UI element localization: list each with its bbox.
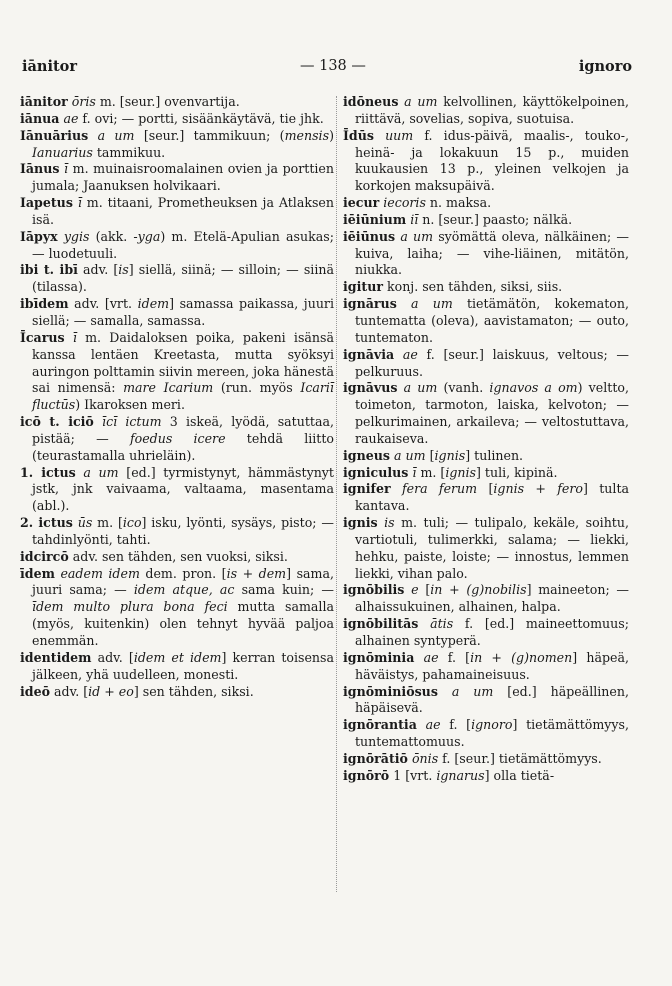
entry-headword: idcircō: [20, 548, 69, 564]
entry-headword: ignōbilitās: [343, 616, 419, 632]
entry-definition: konj. sen tähden, siksi, siis.: [382, 279, 563, 295]
entry-definition: m. muinaisroomalainen ovien ja porttien jumala; Jaanuksen holvikaari.: [32, 161, 334, 194]
entry-latin-form: ī: [72, 329, 77, 345]
entry-latin-form: idem atque, ac: [133, 582, 235, 598]
entry-definition: [391, 481, 402, 496]
entry-definition: ] olla tietä-: [484, 767, 555, 783]
entry-definition: [65, 330, 73, 345]
entry-definition: [418, 616, 430, 631]
dictionary-entry: [20, 229, 334, 263]
dictionary-entry: [343, 347, 629, 381]
dictionary-entry: [343, 229, 629, 280]
dictionary-entry: [20, 296, 334, 330]
entry-headword: Iāpyx: [20, 228, 58, 244]
entry-definition: [94, 414, 102, 429]
entry-definition: adv. [: [91, 649, 134, 665]
entry-latin-form: a um: [404, 94, 438, 109]
entry-latin-form: eadem idem: [60, 565, 140, 581]
entry-definition: ] siellä, siinä; — silloin; — siinä (tilassa).: [32, 262, 334, 295]
entry-headword: 2. ictus: [20, 515, 73, 531]
entry-definition: ] tulta kantava.: [355, 481, 630, 514]
entry-latin-form: a um: [394, 447, 426, 463]
entry-latin-form: Icariī fluctūs: [32, 380, 334, 413]
dictionary-entry: [343, 296, 629, 347]
entry-headword: 1. ictus: [20, 464, 76, 480]
dictionary-entry: [20, 94, 334, 111]
entry-latin-form: idem et idem: [133, 649, 222, 665]
dictionary-entry: [343, 128, 629, 195]
entry-latin-form: a um: [83, 464, 119, 480]
entry-latin-form: a um: [411, 296, 453, 312]
entry-latin-form: in + (g)nomen: [470, 649, 573, 665]
entry-definition: adv. [: [77, 262, 119, 278]
entry-definition: ] sama, juuri sama; —: [32, 565, 334, 598]
entry-headword: ignōrantia: [343, 717, 417, 733]
dictionary-entry: [20, 650, 334, 684]
entry-headword: ignōrātiō: [343, 750, 408, 766]
first-guide-word: iānitor: [22, 58, 77, 75]
dictionary-entry: [20, 549, 334, 566]
entry-definition: (akk.: [89, 228, 134, 244]
entry-headword: ignōminia: [343, 649, 415, 665]
entry-latin-form: ūs: [77, 515, 93, 531]
entry-latin-form: idem: [137, 296, 170, 312]
entry-latin-form: ignoro: [471, 717, 513, 733]
entry-latin-form: is + dem: [226, 565, 287, 581]
dictionary-entry: [343, 279, 629, 296]
entry-definition: f. [: [440, 717, 472, 733]
dictionary-entry: [343, 582, 629, 616]
entry-latin-form: e: [411, 582, 419, 598]
entry-headword: Īcarus: [20, 329, 65, 345]
entry-definition: ): [329, 127, 334, 143]
entry-definition: adv. sen tähden, sen vuoksi, siksi.: [68, 548, 288, 564]
entry-definition: mutta samalla (myös, kuitenkin) olen tehnyt hyvää paljoa enemmän.: [32, 599, 334, 648]
page-number: — 138 —: [300, 58, 366, 74]
entry-definition: m. tuli; — tulipalo, kekäle, soihtu, vartiotuli, tulimerkki, salama; — liekki, hehku, paiste, loiste; — innostus, lemmen liekki, vihan palo.: [355, 515, 629, 581]
entry-definition: f. [: [438, 649, 471, 665]
entry-definition: sama kuin; —: [234, 582, 334, 598]
dictionary-entry: [343, 768, 629, 785]
entry-headword: Īdūs: [343, 127, 374, 143]
entry-definition: m. [seur.] ovenvartija.: [95, 94, 240, 109]
entry-definition: tietämätön, kokematon, tuntematta (oleva), aavistamaton; — outo, tuntematon.: [355, 296, 629, 345]
dictionary-entry: [20, 161, 334, 195]
entry-definition: [397, 296, 411, 311]
entry-headword: Iapetus: [20, 195, 73, 211]
entry-headword: iēiūnus: [343, 228, 396, 244]
entry-latin-form: is: [384, 515, 395, 531]
entry-headword: ignifer: [343, 481, 391, 497]
entry-latin-form: a um: [97, 127, 135, 143]
entry-latin-form: ōris: [71, 94, 96, 109]
entry-headword: igneus: [343, 447, 391, 463]
entry-definition: [414, 650, 423, 665]
entry-latin-form: a um: [403, 380, 438, 396]
entry-definition: ] tulinen.: [465, 447, 524, 463]
running-head: [22, 58, 632, 80]
entry-definition: [394, 347, 403, 362]
entry-definition: tammikuu.: [92, 144, 166, 160]
entry-latin-form: ignis: [434, 447, 466, 463]
entry-definition: n. maksa.: [425, 195, 492, 211]
entry-latin-form: ico: [122, 515, 142, 531]
entry-headword: ignōminiōsus: [343, 683, 438, 699]
entry-headword: ignis: [343, 515, 378, 531]
dictionary-entry: [343, 515, 629, 582]
entry-definition: [ed.] häpeällinen, häpäisevä.: [355, 683, 629, 716]
left-column: [20, 94, 334, 700]
entry-latin-form: ae: [63, 110, 79, 126]
entry-headword: ignārus: [343, 296, 397, 312]
entry-latin-form: in + (g)nobilis: [430, 582, 527, 598]
entry-definition: [417, 717, 426, 732]
entry-definition: [88, 128, 97, 143]
entry-latin-form: īcī ictum: [102, 414, 162, 430]
entry-definition: (run. myös: [213, 380, 301, 396]
entry-headword: ignāvus: [343, 380, 398, 396]
entry-latin-form: mensis: [284, 127, 330, 143]
entry-definition: 3 iskeä, lyödä, satuttaa, pistää; —: [32, 414, 334, 446]
dictionary-entry: [343, 94, 629, 128]
entry-definition: [: [425, 447, 435, 463]
entry-headword: igniculus: [343, 464, 409, 480]
entry-definition: tehdä liitto (teurastamalla uhrieläin).: [32, 430, 334, 463]
entry-definition: f. [ed.] maineettomuus; alhainen syntyperä.: [355, 616, 629, 648]
dictionary-entry: [20, 262, 334, 296]
dictionary-entry: [343, 616, 629, 650]
entry-latin-form: is: [118, 262, 129, 278]
last-guide-word: ignoro: [578, 58, 632, 75]
entry-latin-form: ignavos a om: [489, 380, 578, 396]
dictionary-entry: [20, 515, 334, 549]
entry-definition: f. ovi; — portti, sisäänkäytävä, tie jhk.: [78, 110, 324, 126]
entry-headword: ibīdem: [20, 296, 69, 312]
entry-latin-form: ī: [64, 161, 69, 177]
dictionary-entry: [343, 684, 629, 718]
entry-latin-form: ī: [412, 464, 417, 480]
dictionary-entry: [343, 195, 629, 212]
entry-latin-form: ae: [423, 649, 439, 665]
entry-headword: ignōbilis: [343, 582, 405, 598]
dictionary-entry: [20, 128, 334, 162]
entry-definition: ) Ikaroksen meri.: [75, 397, 185, 413]
entry-definition: ) m. Etelä-Apulian asukas; — luodetuuli.: [32, 228, 334, 261]
entry-definition: ) veltto, toimeton, tarmoton, laiska, kelvoton; — pelkurimainen, arkaileva; — veltostuttava, raukaiseva.: [355, 380, 629, 446]
entry-headword: idōneus: [343, 94, 399, 109]
entry-definition: [374, 128, 385, 143]
entry-definition: m. [: [92, 515, 123, 531]
entry-headword: ibi t. ibī: [20, 262, 78, 278]
right-column: [343, 94, 629, 785]
entry-headword: igitur: [343, 279, 383, 295]
entry-definition: [: [477, 481, 494, 497]
entry-latin-form: ae: [402, 346, 418, 362]
entry-definition: ] samassa paikassa, juuri siellä; — samalla, samassa.: [32, 296, 334, 328]
entry-definition: syömättä oleva, nälkäinen; — kuiva, laiha; — vihe-liäinen, mitätön, niukka.: [355, 228, 629, 278]
entry-headword: iānitor: [20, 94, 68, 109]
entry-latin-form: ignis + fero: [493, 481, 583, 497]
entry-latin-form: fera ferum: [401, 481, 478, 497]
entry-latin-form: a um: [451, 683, 494, 699]
dictionary-entry: [20, 330, 334, 414]
entry-latin-form: ae: [425, 717, 441, 733]
entry-latin-form: foedus icere: [129, 430, 226, 446]
entry-definition: dem. pron. [: [139, 565, 227, 581]
entry-definition: ] kerran toisensa jälkeen, yhä uudelleen, monesti.: [32, 649, 334, 682]
entry-definition: kelvollinen, käyttökelpoinen, riittävä, sovelias, sopiva, suotuisa.: [355, 94, 629, 126]
entry-definition: adv. [: [50, 683, 89, 699]
entry-definition: [seur.] tammikuun; (: [134, 127, 285, 143]
dictionary-entry: [343, 465, 629, 482]
entry-headword: ideō: [20, 683, 51, 699]
entry-definition: [ed.] tyrmistynyt, hämmästynyt jstk, jnk vaivaama, valtaama, masentama (abl.).: [32, 464, 334, 514]
dictionary-entry: [343, 717, 629, 751]
dictionary-entry: [343, 751, 629, 768]
entry-definition: ] häpeä, häväistys, pahamaineisuus.: [355, 649, 629, 682]
entry-definition: m. [: [416, 464, 446, 480]
entry-definition: m. Daidaloksen poika, pakeni isänsä kanssa lentäen Kreetasta, mutta syöksyi auringon polttamin siivin mereen, joka hänestä sai nimensä:: [32, 329, 334, 396]
entry-latin-form: īdem multo plura bona feci: [32, 599, 228, 615]
entry-headword: Iānus: [20, 161, 60, 177]
entry-definition: adv. [vrt.: [68, 296, 138, 312]
entry-definition: f. idus-päivä, maalis-, touko-, heinä- ja lokakuun 15 p., muiden kuukausien 13 p., yleinen velkojen ja korkojen maksupäivä.: [355, 127, 629, 194]
entry-headword: iecur: [343, 195, 380, 211]
dictionary-entry: [20, 465, 334, 516]
entry-latin-form: mare Icarium: [123, 380, 214, 396]
entry-definition: [: [418, 582, 431, 598]
entry-headword: icō t. iciō: [20, 414, 94, 430]
entry-latin-form: ī: [77, 195, 82, 211]
entry-latin-form: uum: [385, 127, 414, 143]
entry-headword: identidem: [20, 649, 92, 665]
dictionary-entry: [20, 414, 334, 465]
entry-latin-form: -yga: [133, 228, 161, 244]
entry-headword: ignāvia: [343, 346, 395, 362]
entry-definition: m. titaani, Prometheuksen ja Atlaksen isä.: [32, 195, 334, 227]
entry-latin-form: ōnis: [411, 750, 439, 766]
entry-headword: Iānuārius: [20, 127, 89, 143]
entry-latin-form: a um: [400, 228, 434, 244]
dictionary-entry: [20, 566, 334, 650]
dictionary-entry: [343, 380, 629, 447]
entry-headword: ignōrō: [343, 767, 390, 783]
entry-definition: ] isku, lyönti, sysäys, pisto; — tahdinlyönti, tahti.: [32, 515, 334, 547]
dictionary-entry: [343, 481, 629, 515]
entry-latin-form: Ianuarius: [32, 144, 93, 160]
dictionary-entry: [20, 684, 334, 701]
dictionary-entry: [20, 111, 334, 128]
entry-latin-form: iecoris: [383, 195, 426, 211]
entry-definition: ] tuli, kipinä.: [476, 464, 558, 480]
entry-latin-form: ātis: [430, 616, 454, 632]
entry-latin-form: iī: [410, 211, 419, 227]
entry-headword: īdem: [20, 565, 55, 581]
dictionary-entry: [343, 448, 629, 465]
column-divider: [336, 96, 337, 892]
entry-definition: ] sen tähden, siksi.: [133, 683, 254, 699]
entry-definition: f. [seur.] laiskuus, veltous; — pelkuruus.: [355, 346, 629, 379]
entry-latin-form: ignis: [445, 464, 477, 480]
entry-latin-form: ignarus: [436, 767, 485, 783]
entry-headword: iēiūnium: [343, 211, 407, 227]
dictionary-entry: [343, 650, 629, 684]
entry-latin-form: ygis: [63, 228, 90, 244]
entry-definition: [438, 684, 452, 699]
entry-definition: f. [seur.] tietämättömyys.: [438, 750, 602, 766]
entry-definition: ] tietämättömyys, tuntemattomuus.: [355, 717, 629, 750]
entry-definition: ] maineeton; — alhaissukuinen, alhainen, halpa.: [355, 582, 629, 615]
dictionary-entry: [343, 212, 629, 229]
entry-headword: iānua: [20, 110, 60, 126]
entry-latin-form: id + eo: [88, 683, 134, 699]
entry-definition: n. [seur.] paasto; nälkä.: [418, 211, 573, 227]
entry-definition: 1 [vrt.: [389, 767, 437, 783]
dictionary-entry: [20, 195, 334, 229]
entry-definition: (vanh.: [437, 380, 490, 396]
